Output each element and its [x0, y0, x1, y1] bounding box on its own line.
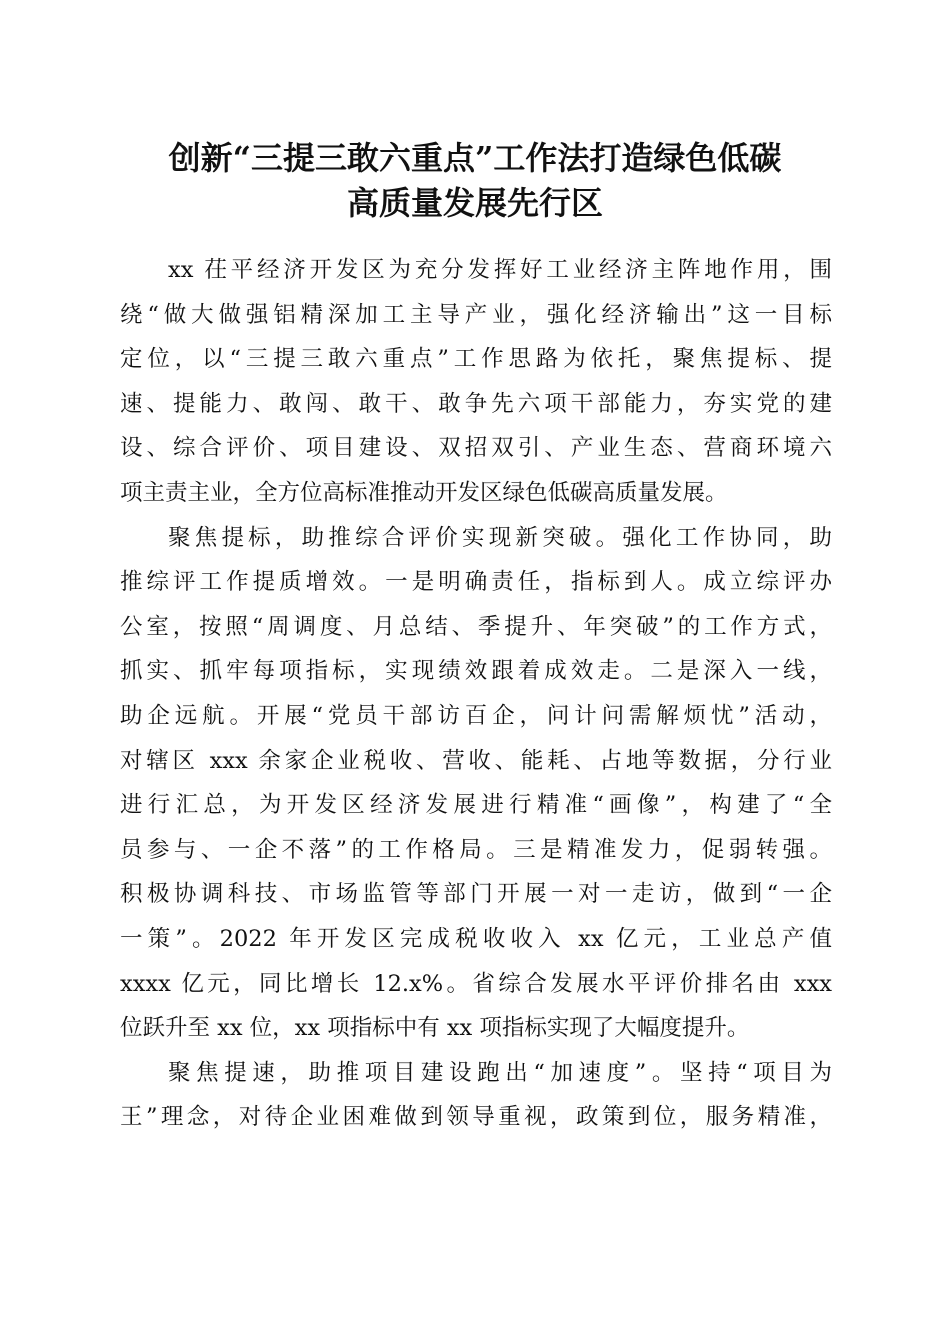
- paragraph-line: 项主责主业，全方位高标准推动开发区绿色低碳高质量发展。: [120, 479, 728, 506]
- paragraph-line: 聚焦提标，助推综合评价实现新突破。强化工作协同，助: [168, 524, 832, 551]
- paragraph-1: [120, 248, 832, 516]
- paragraph-line: 聚焦提速，助推项目建设跑出“加速度”。坚持“项目为: [168, 1059, 832, 1086]
- paragraph-line: 公室，按照“周调度、月总结、季提升、年突破”的工作方式，: [120, 613, 832, 640]
- paragraph-line: 位跃升至 xx 位，xx 项指标中有 xx 项指标实现了大幅度提升。: [120, 1015, 750, 1042]
- title-line-1: 创新“三提三敢六重点”工作法打造绿色低碳: [168, 139, 782, 177]
- paragraph-line: 一策”。2022 年开发区完成税收收入 xx 亿元，工业总产值: [120, 925, 832, 952]
- paragraph-line: 绕“做大做强铝精深加工主导产业，强化经济输出”这一目标: [120, 301, 832, 328]
- paragraph-3: [120, 1051, 832, 1140]
- paragraph-line: 定位，以“三提三敢六重点”工作思路为依托，聚焦提标、提: [120, 346, 832, 373]
- paragraph-line: 助企远航。开展“党员干部访百企，问计问需解烦忧”活动，: [120, 702, 832, 729]
- paragraph-line: 推综评工作提质增效。一是明确责任，指标到人。成立综评办: [120, 569, 832, 596]
- paragraph-line: 进行汇总，为开发区经济发展进行精准“画像”，构建了“全: [120, 792, 832, 819]
- paragraph-line: 设、综合评价、项目建设、双招双引、产业生态、营商环境六: [120, 435, 832, 462]
- paragraph-line: 王”理念，对待企业困难做到领导重视，政策到位，服务精准，: [120, 1104, 832, 1131]
- paragraph-2: [120, 516, 832, 1051]
- title-line-2: 高质量发展先行区: [346, 184, 603, 222]
- document-body: [120, 248, 832, 1140]
- paragraph-line: 速、提能力、敢闯、敢干、敢争先六项干部能力，夯实党的建: [120, 390, 832, 417]
- paragraph-line: 抓实、抓牢每项指标，实现绩效跟着成效走。二是深入一线，: [120, 658, 832, 685]
- paragraph-line: 员参与、一企不落”的工作格局。三是精准发力，促弱转强。: [120, 836, 832, 863]
- document-title: [110, 136, 840, 226]
- paragraph-line: 积极协调科技、市场监管等部门开展一对一走访，做到“一企: [120, 881, 832, 908]
- paragraph-line: xxxx 亿元，同比增长 12.x%。省综合发展水平评价排名由 xxx: [120, 970, 832, 997]
- paragraph-line: 对辖区 xxx 余家企业税收、营收、能耗、占地等数据，分行业: [120, 747, 832, 774]
- paragraph-line: xx 茌平经济开发区为充分发挥好工业经济主阵地作用，围: [168, 257, 832, 283]
